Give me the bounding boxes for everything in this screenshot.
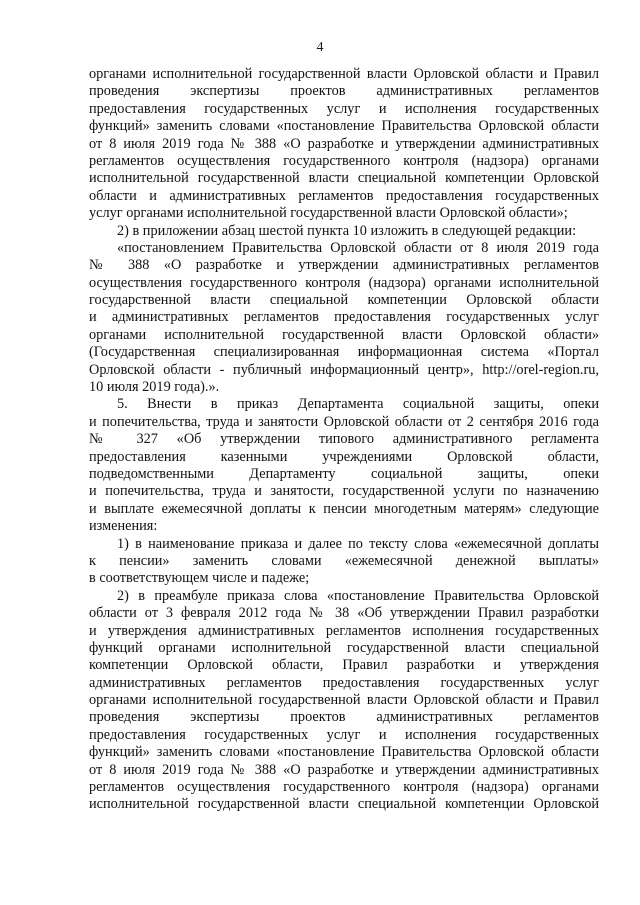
- text-line: предоставления государственных услуг и исполнения государственных: [89, 100, 599, 117]
- text-line: и выплате ежемесячной доплаты к пенсии многодетным матерям» следующие: [89, 500, 599, 517]
- text-line: административных регламентов предоставления государственных услуг: [89, 674, 599, 691]
- text-line: исполнительной государственной власти специальной компетенции Орловской: [89, 796, 599, 813]
- document-body: [89, 66, 599, 814]
- text-line: и попечительства, труда и занятости, государственной услуги по назначению: [89, 483, 599, 500]
- text-line: области и административных регламентов предоставления государственных: [89, 187, 599, 204]
- text-line: функций» заменить словами «постановление Правительства Орловской области: [89, 118, 599, 135]
- text-line: Орловской области - публичный информационный центр», http://orel-region.ru,: [89, 361, 599, 378]
- text-line: к пенсии» заменить словами «ежемесячной денежной выплаты»: [89, 552, 599, 569]
- page-number: 4: [316, 40, 324, 55]
- text-line: и административных регламентов предоставления государственных услуг: [89, 309, 599, 326]
- text-line: области от 3 февраля 2012 года № 38 «Об утверждении Правил разработки: [89, 605, 599, 622]
- text-line: функций» заменить словами «постановление Правительства Орловской области: [89, 744, 599, 761]
- text-line: проведения экспертизы проектов административных регламентов: [89, 709, 599, 726]
- text-line: и попечительства, труда и занятости Орловской области от 2 сентября 2016 года: [89, 413, 599, 430]
- text-line: регламентов осуществления государственного контроля (надзора) органами: [89, 779, 599, 796]
- text-line: изменения:: [89, 518, 158, 535]
- text-line: компетенции Орловской области, Правил разработки и утверждения: [89, 657, 599, 674]
- text-line: исполнительной государственной власти специальной компетенции Орловской: [89, 170, 599, 187]
- text-line: подведомственными Департаменту социальной защиты, опеки: [89, 465, 599, 482]
- text-line: и утверждения административных регламентов исполнения государственных: [89, 622, 599, 639]
- text-line: № 327 «Об утверждении типового административного регламента: [89, 431, 599, 448]
- text-line: предоставления государственных услуг и исполнения государственных: [89, 726, 599, 743]
- text-line: функций органами исполнительной государственной власти специальной: [89, 639, 599, 656]
- text-line: государственной власти специальной компетенции Орловской области: [89, 292, 599, 309]
- text-line: 1) в наименование приказа и далее по тексту слова «ежемесячной доплаты: [117, 535, 599, 552]
- text-line: 2) в преамбуле приказа слова «постановление Правительства Орловской: [117, 587, 599, 604]
- text-line: 2) в приложении абзац шестой пункта 10 изложить в следующей редакции:: [117, 222, 577, 239]
- text-line: предоставления казенными учреждениями Орловской области,: [89, 448, 599, 465]
- text-line: 10 июля 2019 года).».: [89, 379, 220, 396]
- text-line: в соответствующем числе и падеже;: [89, 570, 310, 587]
- text-line: органами исполнительной государственной власти Орловской области и Правил: [89, 66, 599, 82]
- text-line: от 8 июля 2019 года № 388 «О разработке и утверждении административных: [89, 761, 599, 778]
- text-line: (Государственная специализированная информационная система «Портал: [89, 344, 599, 361]
- text-line: от 8 июля 2019 года № 388 «О разработке и утверждении административных: [89, 135, 599, 152]
- text-line: проведения экспертизы проектов административных регламентов: [89, 83, 599, 100]
- text-line: органами исполнительной государственной власти Орловской области и Правил: [89, 692, 599, 709]
- text-line: «постановлением Правительства Орловской области от 8 июля 2019 года: [117, 239, 599, 256]
- text-line: № 388 «О разработке и утверждении административных регламентов: [89, 257, 599, 274]
- text-line: регламентов осуществления государственного контроля (надзора) органами: [89, 152, 599, 169]
- text-line: услуг органами исполнительной государственной власти Орловской области»;: [89, 205, 568, 222]
- text-line: 5. Внести в приказ Департамента социальной защиты, опеки: [117, 396, 599, 413]
- text-line: органами исполнительной государственной власти Орловской области»: [89, 326, 599, 343]
- text-line: осуществления государственного контроля (надзора) органами исполнительной: [89, 274, 599, 291]
